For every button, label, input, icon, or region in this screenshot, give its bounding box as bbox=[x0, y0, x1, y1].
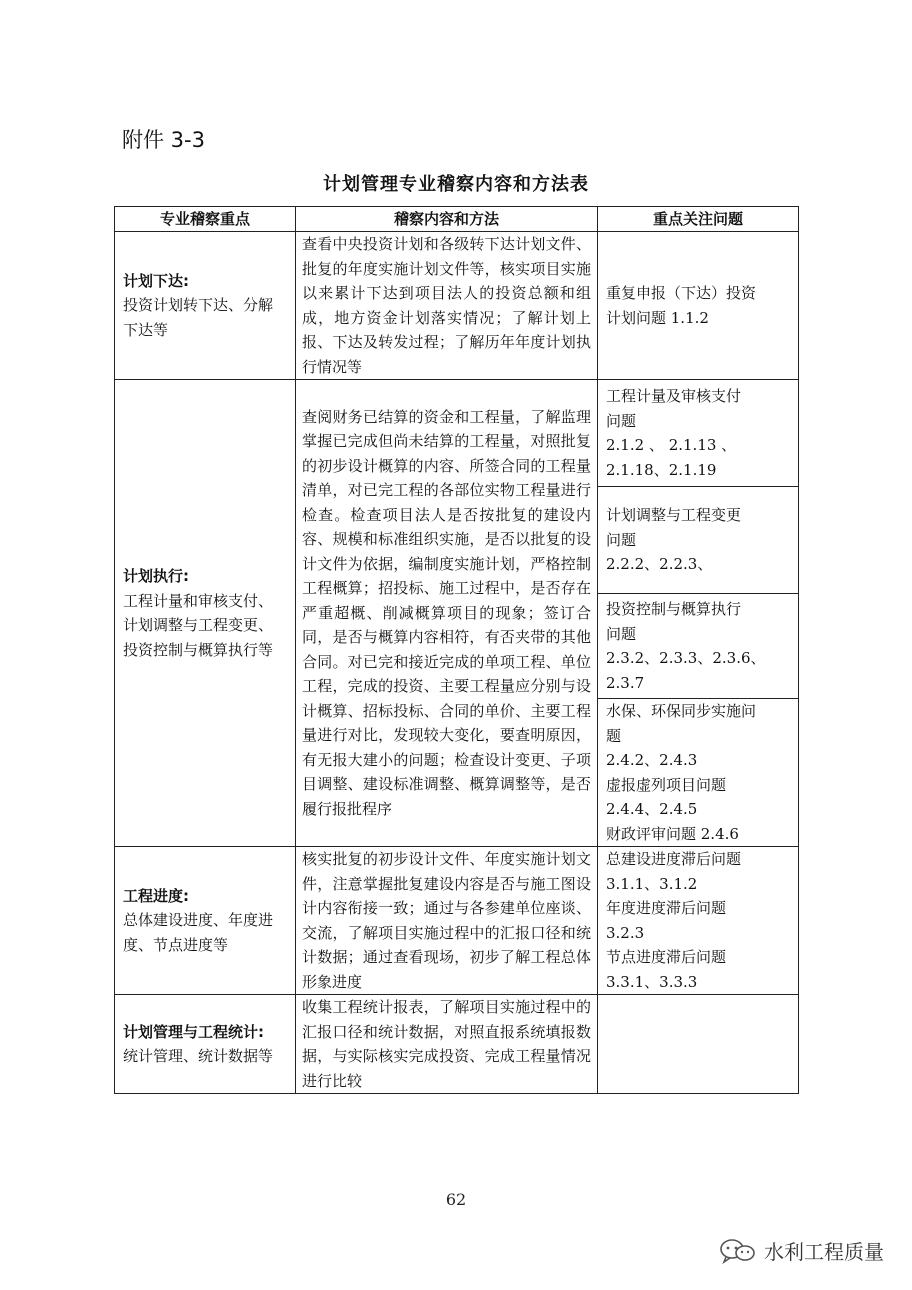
issue-line: 2.4.4、2.4.5 bbox=[606, 800, 698, 818]
watermark-text: 水利工程质量 bbox=[764, 1240, 884, 1264]
focus-title: 计划下达: bbox=[123, 271, 189, 290]
issue-line: 问题 bbox=[606, 411, 637, 430]
table-row bbox=[115, 380, 799, 487]
issue-line: 2.2.2、2.2.3、 bbox=[606, 555, 713, 574]
issue-line: 3.2.3 bbox=[606, 923, 645, 942]
method-cell: 查阅财务已结算的资金和工程量，了解监理掌握已完成但尚未结算的工程量，对照批复的初步设计概算的内容、所签合同的工程量清单，对已完工程的各部位实物工程量进行检查。检查项目法人是否按批复的建设内容、规模和标准组织实施，是否以批复的设计文件为依据，编制度实施计划，严格控制工程概算；招投标、施工过程中，是否存在严重超概、削减概算项目的现象；签订合同，是否与概算内容相符，有否夹带的其他合同。对已完和接近完成的单项工程、单位工程，完成的投资、主要工程量应分别与设计概算、招标投标、合同的单价、主要工程量进行对比，发现较大变化，要查明原因，有无报大建小的问题；检查设计变更、子项目调整、建设标准调整、概算调整等，是否履行报批程序 bbox=[296, 380, 598, 847]
issue-cell bbox=[598, 699, 799, 847]
focus-cell bbox=[115, 847, 296, 995]
focus-title: 工程进度: bbox=[123, 886, 189, 905]
focus-cell bbox=[115, 380, 296, 847]
focus-desc: 投资计划转下达、分解下达等 bbox=[123, 296, 274, 339]
issue-line: 虚报虚列项目问题 bbox=[606, 775, 727, 794]
issue-line: 节点进度滞后问题 bbox=[606, 948, 727, 966]
issue-line: 2.1.2 、 2.1.13 、 bbox=[606, 436, 737, 454]
issue-line: 题 bbox=[606, 726, 622, 745]
issue-line: 年度进度滞后问题 bbox=[606, 899, 727, 917]
issue-line: 总建设进度滞后问题 bbox=[606, 850, 742, 868]
issue-line: 3.1.1、3.1.2 bbox=[606, 874, 698, 893]
issue-cell bbox=[598, 232, 799, 380]
issue-line: 2.3.2、2.3.3、2.3.6、 bbox=[606, 649, 766, 667]
focus-desc: 统计管理、统计数据等 bbox=[123, 1047, 274, 1065]
page-number: 62 bbox=[445, 1190, 467, 1209]
issue-line: 投资控制与概算执行 bbox=[606, 600, 742, 618]
header-method: 稽察内容和方法 bbox=[296, 207, 598, 232]
issue-line: 财政评审问题 2.4.6 bbox=[606, 824, 739, 843]
table-row bbox=[115, 847, 799, 995]
table-row bbox=[115, 995, 799, 1094]
method-cell: 查看中央投资计划和各级转下达计划文件、批复的年度实施计划文件等，核实项目实施以来累计下达到项目法人的投资总额和组成，地方资金计划落实情况；了解计划上报、下达及转发过程；了解历年年度计划执行情况等 bbox=[296, 232, 598, 380]
inspection-table bbox=[114, 206, 799, 1094]
issue-line: 水保、环保同步实施问 bbox=[606, 702, 757, 720]
table-header-row bbox=[115, 207, 799, 232]
issue-line: 重复申报（下达）投资 bbox=[606, 284, 757, 302]
document-title: 计划管理专业稽察内容和方法表 bbox=[323, 174, 589, 195]
issue-cell bbox=[598, 847, 799, 995]
issue-line: 3.3.1、3.3.3 bbox=[606, 972, 698, 991]
method-cell: 收集工程统计报表，了解项目实施过程中的汇报口径和统计数据，对照直报系统填报数据，与实际核实完成投资、完成工程量情况进行比较 bbox=[296, 995, 598, 1094]
focus-title: 计划执行: bbox=[123, 567, 189, 585]
issue-line: 计划问题 1.1.2 bbox=[606, 308, 709, 327]
focus-cell bbox=[115, 995, 296, 1094]
issue-line: 问题 bbox=[606, 624, 637, 643]
issue-cell bbox=[598, 380, 799, 487]
focus-desc: 工程计量和审核支付、计划调整与工程变更、投资控制与概算执行等 bbox=[123, 591, 274, 659]
header-focus: 专业稽察重点 bbox=[115, 207, 296, 232]
issue-cell bbox=[598, 594, 799, 699]
method-cell: 核实批复的初步设计文件、年度实施计划文件，注意掌握批复建设内容是否与施工图设计内容衔接一致；通过与各参建单位座谈、交流，了解项目实施过程中的汇报口径和统计数据；通过查看现场，初步了解工程总体形象进度 bbox=[296, 847, 598, 995]
issue-line: 2.3.7 bbox=[606, 673, 645, 692]
watermark bbox=[718, 1236, 884, 1265]
focus-cell bbox=[115, 232, 296, 380]
header-issues: 重点关注问题 bbox=[598, 207, 799, 232]
issue-line: 2.1.18、2.1.19 bbox=[606, 460, 717, 479]
table-row bbox=[115, 232, 799, 380]
issue-line: 问题 bbox=[606, 530, 637, 549]
issue-cell bbox=[598, 487, 799, 594]
attachment-label: 附件 3-3 bbox=[122, 128, 205, 152]
issue-line: 2.4.2、2.4.3 bbox=[606, 751, 698, 769]
issue-line: 计划调整与工程变更 bbox=[606, 506, 742, 525]
wechat-icon bbox=[718, 1238, 756, 1264]
issue-line: 工程计量及审核支付 bbox=[606, 387, 742, 405]
focus-desc: 总体建设进度、年度进度、节点进度等 bbox=[123, 911, 274, 954]
issue-cell bbox=[598, 995, 799, 1094]
focus-title: 计划管理与工程统计: bbox=[123, 1022, 264, 1041]
